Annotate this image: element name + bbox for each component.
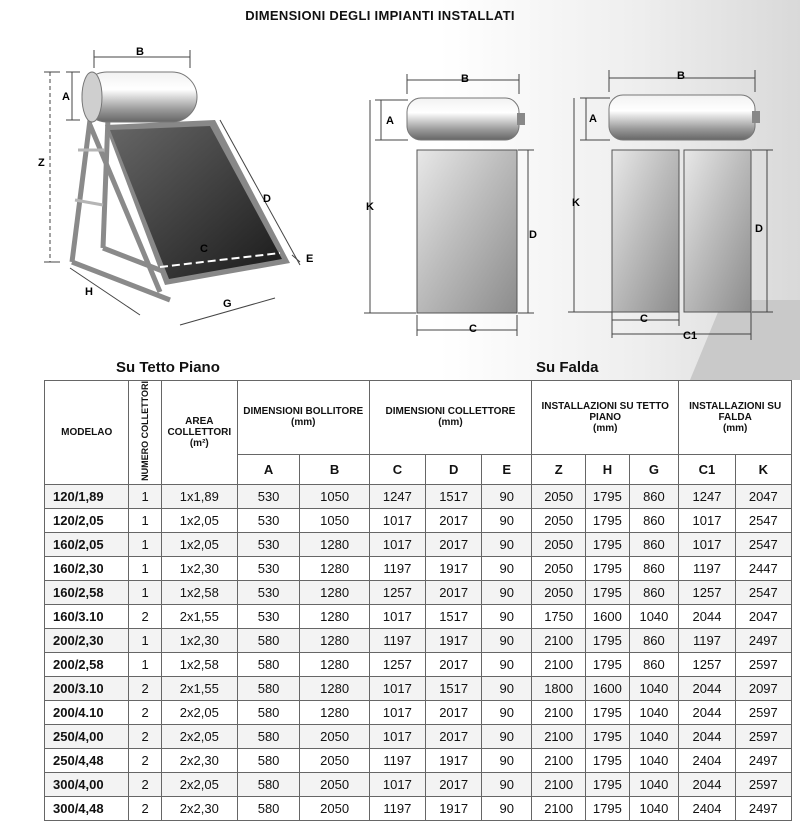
- diagram-label-c: C: [200, 243, 208, 255]
- cell-c: 1017: [369, 724, 425, 748]
- cell-c: 1257: [369, 580, 425, 604]
- col-header-k: K: [735, 454, 791, 484]
- cell-k: 2047: [735, 604, 791, 628]
- cell-area: 2x2,05: [161, 724, 237, 748]
- cell-d: 1517: [426, 604, 482, 628]
- cell-e: 90: [482, 748, 532, 772]
- cell-num-collectors: 2: [129, 724, 161, 748]
- cell-z: 2100: [532, 796, 586, 820]
- table-row: [45, 508, 792, 532]
- cell-c: 1017: [369, 508, 425, 532]
- header-boiler: DIMENSIONI BOLLITORE (mm): [237, 381, 369, 455]
- cell-d: 2017: [426, 700, 482, 724]
- cell-model: 200/3.10: [45, 676, 129, 700]
- col-header-a: A: [237, 454, 300, 484]
- cell-c1: 1257: [679, 652, 735, 676]
- cell-area: 1x2,58: [161, 580, 237, 604]
- cell-model: 160/3.10: [45, 604, 129, 628]
- cell-c1: 2044: [679, 772, 735, 796]
- cell-k: 2097: [735, 676, 791, 700]
- cell-c: 1197: [369, 628, 425, 652]
- cell-b: 1280: [300, 604, 369, 628]
- cell-z: 2050: [532, 556, 586, 580]
- diagram-label-c: C: [640, 313, 648, 325]
- cell-a: 530: [237, 580, 300, 604]
- cell-a: 530: [237, 508, 300, 532]
- cell-z: 2100: [532, 700, 586, 724]
- table-row: [45, 484, 792, 508]
- cell-z: 1800: [532, 676, 586, 700]
- table-row: [45, 700, 792, 724]
- cell-h: 1795: [586, 508, 629, 532]
- cell-d: 2017: [426, 508, 482, 532]
- cell-a: 580: [237, 748, 300, 772]
- cell-c1: 1247: [679, 484, 735, 508]
- header-flat-install: INSTALLAZIONI SU TETTO PIANO (mm): [532, 381, 679, 455]
- cell-c1: 2044: [679, 604, 735, 628]
- table-row: [45, 556, 792, 580]
- cell-h: 1795: [586, 652, 629, 676]
- cell-area: 1x2,05: [161, 508, 237, 532]
- cell-g: 1040: [629, 700, 679, 724]
- cell-e: 90: [482, 700, 532, 724]
- cell-model: 200/2,30: [45, 628, 129, 652]
- col-header-c1: C1: [679, 454, 735, 484]
- cell-g: 860: [629, 628, 679, 652]
- cell-b: 1280: [300, 652, 369, 676]
- cell-model: 120/2,05: [45, 508, 129, 532]
- cell-g: 860: [629, 508, 679, 532]
- cell-e: 90: [482, 532, 532, 556]
- diagram-label-g: G: [223, 298, 232, 310]
- cell-c: 1017: [369, 772, 425, 796]
- cell-num-collectors: 2: [129, 748, 161, 772]
- diagram-label-e: E: [306, 253, 314, 265]
- cell-z: 2100: [532, 724, 586, 748]
- cell-e: 90: [482, 580, 532, 604]
- cell-h: 1795: [586, 532, 629, 556]
- cell-num-collectors: 2: [129, 604, 161, 628]
- cell-area: 2x2,30: [161, 796, 237, 820]
- cell-e: 90: [482, 484, 532, 508]
- cell-c1: 1197: [679, 556, 735, 580]
- diagram-label-a: A: [589, 113, 597, 125]
- table-row: [45, 652, 792, 676]
- cell-k: 2497: [735, 628, 791, 652]
- cell-g: 860: [629, 484, 679, 508]
- cell-z: 2050: [532, 508, 586, 532]
- diagram-label-d: D: [529, 229, 537, 241]
- diagram-label-h: H: [85, 286, 93, 298]
- col-header-c: C: [369, 454, 425, 484]
- cell-c: 1017: [369, 604, 425, 628]
- cell-model: 160/2,30: [45, 556, 129, 580]
- cell-k: 2597: [735, 772, 791, 796]
- cell-model: 200/2,58: [45, 652, 129, 676]
- cell-num-collectors: 1: [129, 580, 161, 604]
- header-num-collectors: NUMERO COLLETTORI: [129, 381, 161, 485]
- cell-h: 1795: [586, 748, 629, 772]
- cell-k: 2547: [735, 508, 791, 532]
- flat-roof-diagram: [38, 46, 313, 325]
- cell-d: 1517: [426, 484, 482, 508]
- section-title-flat-roof: Su Tetto Piano: [116, 359, 220, 376]
- cell-z: 2100: [532, 628, 586, 652]
- cell-b: 2050: [300, 748, 369, 772]
- cell-d: 2017: [426, 580, 482, 604]
- cell-k: 2597: [735, 724, 791, 748]
- cell-d: 1917: [426, 748, 482, 772]
- cell-h: 1795: [586, 580, 629, 604]
- cell-k: 2497: [735, 748, 791, 772]
- cell-a: 530: [237, 604, 300, 628]
- cell-area: 2x1,55: [161, 604, 237, 628]
- diagram-label-c1: C1: [683, 330, 698, 342]
- cell-model: 250/4,00: [45, 724, 129, 748]
- cell-h: 1795: [586, 556, 629, 580]
- cell-num-collectors: 2: [129, 676, 161, 700]
- col-header-e: E: [482, 454, 532, 484]
- cell-d: 1917: [426, 556, 482, 580]
- cell-a: 580: [237, 652, 300, 676]
- cell-d: 2017: [426, 532, 482, 556]
- cell-g: 1040: [629, 772, 679, 796]
- cell-d: 1917: [426, 628, 482, 652]
- cell-b: 2050: [300, 724, 369, 748]
- cell-c: 1247: [369, 484, 425, 508]
- cell-h: 1795: [586, 484, 629, 508]
- cell-c1: 1257: [679, 580, 735, 604]
- cell-g: 1040: [629, 676, 679, 700]
- cell-c1: 1017: [679, 508, 735, 532]
- diagram-label-z: Z: [38, 157, 45, 169]
- cell-c1: 2044: [679, 724, 735, 748]
- cell-b: 2050: [300, 772, 369, 796]
- pitched-roof-single-diagram: [364, 73, 537, 336]
- diagram-label-c: C: [469, 323, 477, 335]
- section-title-pitched-roof: Su Falda: [536, 359, 599, 376]
- col-header-g: G: [629, 454, 679, 484]
- cell-k: 2547: [735, 580, 791, 604]
- cell-c: 1017: [369, 532, 425, 556]
- cell-k: 2447: [735, 556, 791, 580]
- table-row: [45, 676, 792, 700]
- cell-d: 1517: [426, 676, 482, 700]
- cell-z: 2050: [532, 484, 586, 508]
- cell-c1: 2404: [679, 748, 735, 772]
- cell-area: 1x2,30: [161, 628, 237, 652]
- cell-area: 1x2,05: [161, 532, 237, 556]
- cell-e: 90: [482, 676, 532, 700]
- cell-h: 1600: [586, 676, 629, 700]
- table-body: [45, 484, 792, 820]
- cell-area: 1x2,30: [161, 556, 237, 580]
- cell-z: 1750: [532, 604, 586, 628]
- cell-c1: 2044: [679, 676, 735, 700]
- cell-area: 1x1,89: [161, 484, 237, 508]
- installation-diagrams: [0, 0, 800, 360]
- cell-g: 1040: [629, 724, 679, 748]
- cell-b: 1050: [300, 484, 369, 508]
- cell-num-collectors: 1: [129, 628, 161, 652]
- cell-a: 580: [237, 676, 300, 700]
- cell-model: 160/2,05: [45, 532, 129, 556]
- cell-a: 580: [237, 700, 300, 724]
- cell-k: 2597: [735, 652, 791, 676]
- cell-e: 90: [482, 604, 532, 628]
- pitched-roof-double-diagram: [568, 70, 773, 342]
- cell-e: 90: [482, 796, 532, 820]
- cell-g: 1040: [629, 796, 679, 820]
- col-header-d: D: [426, 454, 482, 484]
- cell-model: 160/2,58: [45, 580, 129, 604]
- cell-a: 580: [237, 724, 300, 748]
- table-row: [45, 628, 792, 652]
- cell-e: 90: [482, 556, 532, 580]
- cell-c1: 2044: [679, 700, 735, 724]
- cell-c1: 1197: [679, 628, 735, 652]
- cell-area: 1x2,58: [161, 652, 237, 676]
- col-header-b: B: [300, 454, 369, 484]
- cell-num-collectors: 2: [129, 772, 161, 796]
- col-header-h: H: [586, 454, 629, 484]
- cell-h: 1795: [586, 724, 629, 748]
- cell-b: 2050: [300, 796, 369, 820]
- cell-h: 1795: [586, 772, 629, 796]
- col-header-z: Z: [532, 454, 586, 484]
- cell-c: 1257: [369, 652, 425, 676]
- cell-num-collectors: 1: [129, 556, 161, 580]
- diagram-label-a: A: [62, 91, 70, 103]
- cell-num-collectors: 2: [129, 700, 161, 724]
- cell-d: 2017: [426, 772, 482, 796]
- cell-e: 90: [482, 508, 532, 532]
- cell-num-collectors: 2: [129, 796, 161, 820]
- diagram-label-b: B: [461, 73, 469, 85]
- header-model: MODELAO: [45, 381, 129, 485]
- cell-model: 300/4,00: [45, 772, 129, 796]
- cell-k: 2497: [735, 796, 791, 820]
- cell-g: 1040: [629, 748, 679, 772]
- cell-e: 90: [482, 628, 532, 652]
- cell-a: 580: [237, 772, 300, 796]
- cell-k: 2047: [735, 484, 791, 508]
- table-row: [45, 724, 792, 748]
- cell-b: 1280: [300, 628, 369, 652]
- table-row: [45, 532, 792, 556]
- header-pitched-install: INSTALLAZIONI SU FALDA (mm): [679, 381, 792, 455]
- cell-g: 860: [629, 580, 679, 604]
- cell-model: 250/4,48: [45, 748, 129, 772]
- cell-b: 1280: [300, 676, 369, 700]
- cell-b: 1280: [300, 580, 369, 604]
- diagram-label-d: D: [263, 193, 271, 205]
- cell-h: 1795: [586, 700, 629, 724]
- cell-e: 90: [482, 772, 532, 796]
- diagram-label-d: D: [755, 223, 763, 235]
- cell-h: 1795: [586, 628, 629, 652]
- cell-model: 120/1,89: [45, 484, 129, 508]
- diagram-label-k: K: [572, 197, 580, 209]
- diagram-label-a: A: [386, 115, 394, 127]
- cell-a: 580: [237, 796, 300, 820]
- cell-e: 90: [482, 652, 532, 676]
- cell-b: 1280: [300, 700, 369, 724]
- cell-k: 2547: [735, 532, 791, 556]
- table-row: [45, 772, 792, 796]
- page-title: DIMENSIONI DEGLI IMPIANTI INSTALLATI: [245, 8, 515, 23]
- cell-z: 2050: [532, 580, 586, 604]
- table-row: [45, 604, 792, 628]
- cell-a: 530: [237, 556, 300, 580]
- cell-num-collectors: 1: [129, 532, 161, 556]
- cell-k: 2597: [735, 700, 791, 724]
- cell-area: 2x2,05: [161, 772, 237, 796]
- cell-c1: 2404: [679, 796, 735, 820]
- header-collector: DIMENSIONI COLLETTORE (mm): [369, 381, 531, 455]
- cell-z: 2100: [532, 652, 586, 676]
- cell-h: 1795: [586, 796, 629, 820]
- cell-num-collectors: 1: [129, 484, 161, 508]
- cell-model: 200/4.10: [45, 700, 129, 724]
- cell-h: 1600: [586, 604, 629, 628]
- table-row: [45, 580, 792, 604]
- dimensions-table: [44, 380, 792, 821]
- cell-c: 1197: [369, 796, 425, 820]
- cell-c: 1017: [369, 700, 425, 724]
- diagram-label-k: K: [366, 201, 374, 213]
- table-row: [45, 748, 792, 772]
- cell-d: 1917: [426, 796, 482, 820]
- cell-g: 860: [629, 652, 679, 676]
- cell-num-collectors: 1: [129, 652, 161, 676]
- cell-a: 530: [237, 532, 300, 556]
- diagram-label-b: B: [136, 46, 144, 58]
- cell-g: 860: [629, 556, 679, 580]
- cell-area: 2x2,05: [161, 700, 237, 724]
- cell-g: 860: [629, 532, 679, 556]
- cell-d: 2017: [426, 724, 482, 748]
- cell-c1: 1017: [679, 532, 735, 556]
- cell-c: 1197: [369, 748, 425, 772]
- cell-b: 1280: [300, 532, 369, 556]
- cell-model: 300/4,48: [45, 796, 129, 820]
- cell-num-collectors: 1: [129, 508, 161, 532]
- header-area: AREA COLLETTORI (m²): [161, 381, 237, 485]
- cell-area: 2x1,55: [161, 676, 237, 700]
- cell-z: 2100: [532, 772, 586, 796]
- cell-a: 530: [237, 484, 300, 508]
- cell-b: 1050: [300, 508, 369, 532]
- cell-e: 90: [482, 724, 532, 748]
- cell-z: 2100: [532, 748, 586, 772]
- cell-c: 1197: [369, 556, 425, 580]
- cell-g: 1040: [629, 604, 679, 628]
- cell-c: 1017: [369, 676, 425, 700]
- cell-a: 580: [237, 628, 300, 652]
- cell-b: 1280: [300, 556, 369, 580]
- diagram-label-b: B: [677, 70, 685, 82]
- cell-d: 2017: [426, 652, 482, 676]
- cell-area: 2x2,30: [161, 748, 237, 772]
- cell-z: 2050: [532, 532, 586, 556]
